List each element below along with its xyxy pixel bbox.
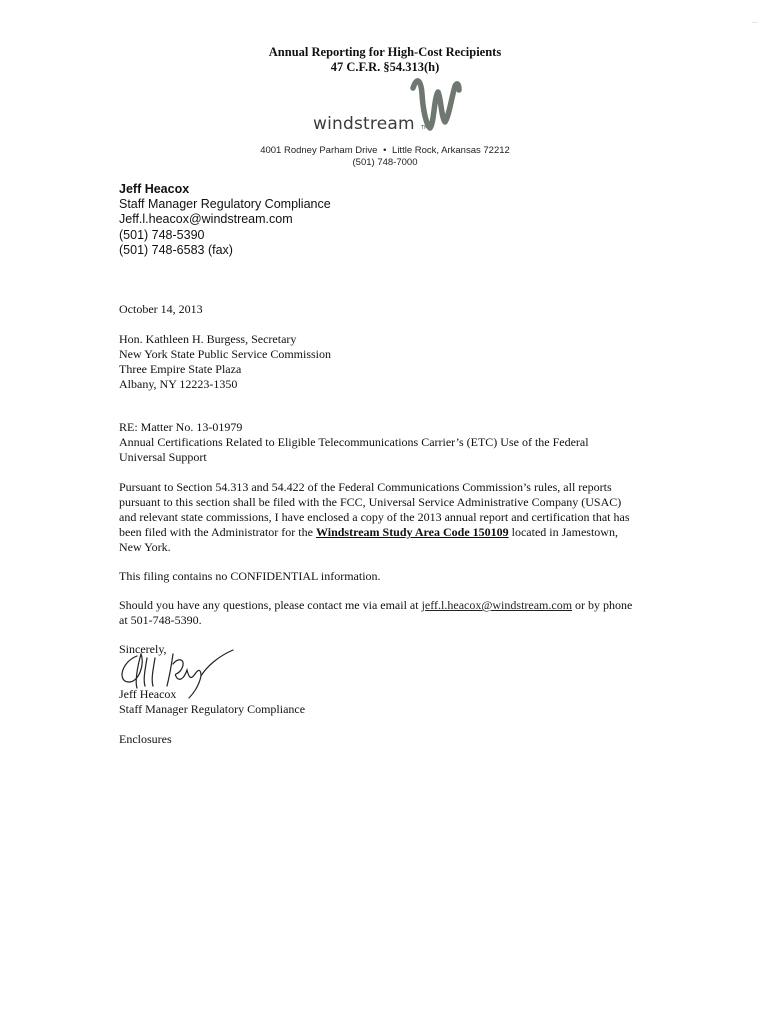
letter-date: October 14, 2013 bbox=[119, 302, 203, 316]
address-separator: • bbox=[383, 145, 387, 156]
address-street: 4001 Rodney Parham Drive bbox=[260, 145, 378, 156]
signatory-block bbox=[119, 687, 659, 717]
recipient-address bbox=[119, 332, 659, 392]
paragraph-line: New York. bbox=[119, 540, 171, 554]
windstream-wave-icon bbox=[405, 78, 465, 134]
windstream-logo bbox=[300, 78, 480, 134]
subject-line: Annual Certifications Related to Eligible Telecommunications Carrier’s (ETC) Use of the Federal bbox=[119, 435, 589, 449]
signatory-name: Jeff Heacox bbox=[119, 687, 177, 701]
recipient-line: Three Empire State Plaza bbox=[119, 362, 242, 376]
recipient-line: Hon. Kathleen H. Burgess, Secretary bbox=[119, 332, 297, 346]
contact-email-link[interactable]: jeff.l.heacox@windstream.com bbox=[421, 598, 573, 612]
signatory-title: Staff Manager Regulatory Compliance bbox=[119, 702, 306, 716]
confidentiality-statement: This filing contains no CONFIDENTIAL information. bbox=[119, 569, 381, 583]
company-address bbox=[0, 145, 770, 156]
paragraph-line: and relevant state commissions, I have enclosed a copy of the 2013 annual report and certification that has bbox=[119, 510, 630, 524]
paragraph-line: Pursuant to Section 54.313 and 54.422 of the Federal Communications Commission’s rules, all reports bbox=[119, 480, 612, 494]
scan-artifact bbox=[752, 22, 758, 23]
logo-trademark: TM bbox=[421, 125, 429, 131]
body-paragraph-filing bbox=[119, 480, 659, 555]
sender-phone: (501) 748-5390 bbox=[119, 227, 205, 242]
report-title: Annual Reporting for High-Cost Recipients bbox=[268, 45, 502, 59]
sender-block bbox=[119, 182, 331, 258]
sender-title: Staff Manager Regulatory Compliance bbox=[119, 197, 331, 212]
enclosures-note: Enclosures bbox=[119, 732, 172, 746]
closing-salutation: Sincerely, bbox=[119, 642, 167, 656]
paragraph-text: Should you have any questions, please contact me via email at bbox=[119, 598, 422, 612]
paragraph-text: been filed with the Administrator for the bbox=[119, 525, 316, 539]
sender-name: Jeff Heacox bbox=[119, 182, 190, 196]
sender-fax: (501) 748-6583 (fax) bbox=[119, 242, 233, 257]
recipient-line: New York State Public Service Commission bbox=[119, 347, 331, 361]
paragraph-text: or by phone bbox=[572, 598, 633, 612]
paragraph-line: at 501-748-5390. bbox=[119, 613, 202, 627]
paragraph-line: pursuant to this section shall be filed with the FCC, Universal Service Administrative Company (USAC) bbox=[119, 495, 622, 509]
recipient-line: Albany, NY 12223-1350 bbox=[119, 377, 238, 391]
subject-line: Universal Support bbox=[119, 450, 207, 464]
study-area-code: Windstream Study Area Code 150109 bbox=[315, 525, 509, 539]
paragraph-text: located in Jamestown, bbox=[508, 525, 618, 539]
subject-matter-number: RE: Matter No. 13-01979 bbox=[119, 420, 243, 434]
logo-wordmark: windstream bbox=[313, 114, 415, 134]
paragraph-line bbox=[119, 598, 659, 613]
company-phone: (501) 748-7000 bbox=[352, 157, 418, 168]
sender-email[interactable]: Jeff.l.heacox@windstream.com bbox=[119, 212, 293, 227]
address-city: Little Rock, Arkansas 72212 bbox=[392, 145, 510, 156]
regulation-citation: 47 C.F.R. §54.313(h) bbox=[330, 60, 440, 74]
body-paragraph-contact bbox=[119, 598, 659, 628]
paragraph-line bbox=[119, 525, 659, 540]
subject-block bbox=[119, 420, 659, 465]
